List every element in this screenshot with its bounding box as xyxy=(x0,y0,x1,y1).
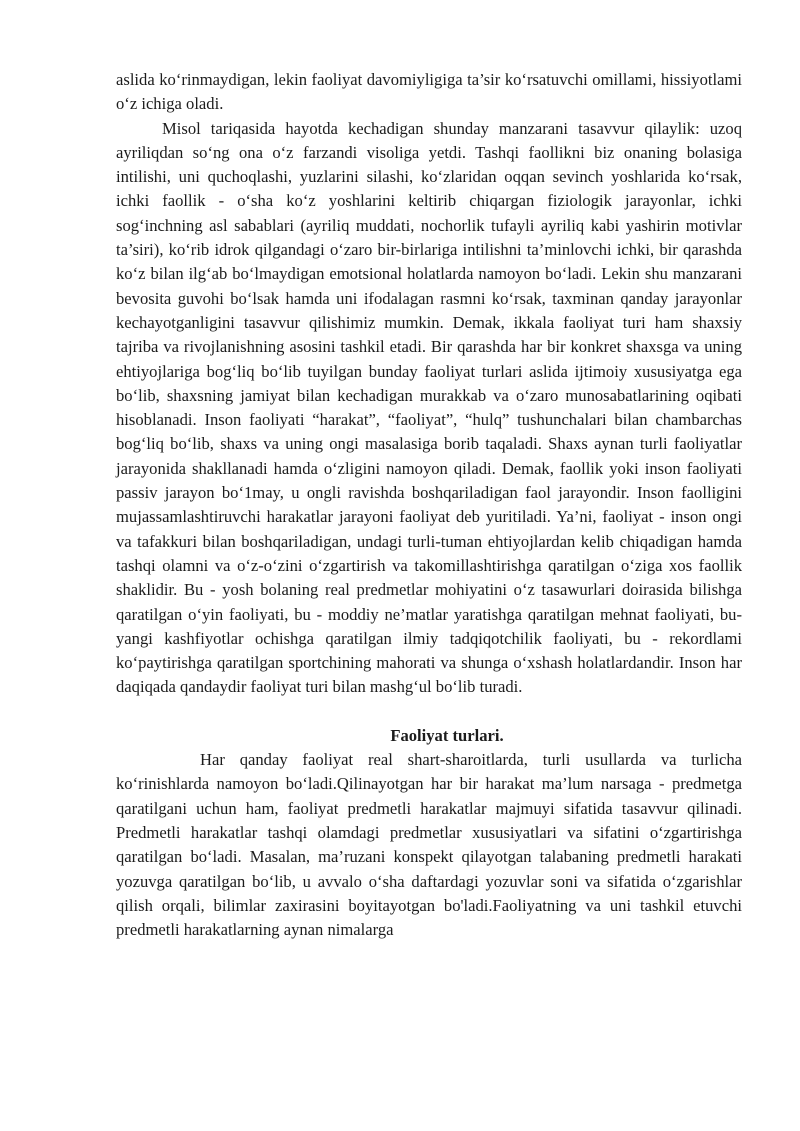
paragraph-gap xyxy=(116,700,742,724)
paragraph-continuation: aslida ko‘rinmaydigan, lekin faoliyat davomiyligiga ta’sir ko‘rsatuvchi omillami, hissiyotlami o‘z ichiga oladi. xyxy=(116,70,742,114)
paragraph-example: Misol tariqasida hayotda kechadigan shunday manzarani tasavvur qilaylik: uzoq ayriliqdan so‘ng ona o‘z farzandi visoliga yetdi. Tashqi faollikni biz onaning bolasiga intilishi, uni quchoqlashi, yuzlarini silashi, ko‘zlaridan oqqan sevinch yoshlarida ko‘rsak, ichki faollik - o‘sha ko‘z yoshlarini keltirib chiqargan fiziologik jarayonlar, ichki sog‘inchning asl sabablari (ayriliq muddati, nochorlik tufayli ayriliq kabi yashirin motivlar ta’siri), ko‘rib idrok qilgandagi o‘zaro bir-birlariga intilishni ta’minlovchi ichki, bir qarashda ko‘z bilan ilg‘ab bo‘lmaydigan emotsional holatlarda namoyon bo‘ladi. Lekin shu manzarani bevosita guvohi bo‘lsak hamda uni ifodalagan rasmni ko‘rsak, taxminan qanday jarayonlar kechayotganligini tasavvur qilishimiz mumkin. Demak, ikkala faoliyat turi ham shaxsiy tajriba va rivojlanishning asosini tashkil etadi. Bir qarashda har bir konkret shaxsga va uning ehtiyojlariga bog‘liq bo‘lib tuyilgan bunday faoliyat turlari aslida ijtimoiy xususiyatga ega bo‘lib, shaxsning jamiyat bilan kechadigan murakkab va o‘zaro munosabatlarining oqibati hisoblanadi. Inson faoliyati “harakat”, “faoliyat”, “hulq” tushunchalari bilan chambarchas bog‘liq bo‘lib, shaxs va uning ongi masalasiga borib taqaladi. Shaxs aynan turli faoliyatlar jarayonida shakllanadi hamda o‘zligini namoyon qiladi. Demak, faollik yoki inson faoliyati passiv jarayon bo‘1may, u ongli ravishda boshqariladigan faol jarayondir. Inson faolligini mujassamlashtiruvchi harakatlar jarayoni faoliyat deb yuritiladi. Ya’ni, faoliyat - inson ongi va tafakkuri bilan boshqariladigan, undagi turli-tuman ehtiyojlardan kelib chiqadigan hamda tashqi olamni va o‘z-o‘zini o‘zgartirish va takomillashtirishga qaratilgan o‘ziga xos faollik shaklidir. Bu - yosh bolaning real predmetlar mohiyatini o‘z tasawurlari doirasida bilishga qaratilgan o‘yin faoliyati, bu - moddiy ne’matlar yaratishga qaratilgan mehnat faoliyati, bu-yangi kashfiyotlar ochishga qaratilgan ilmiy tadqiqotchilik faoliyati, bu - rekordlami ko‘paytirishga qaratilgan sportchining mahorati va shunga o‘xshash holatlardandir. Inson har daqiqada qandaydir faoliyat turi bilan mashg‘ul bo‘lib turadi. xyxy=(116,118,742,697)
document-page xyxy=(116,68,742,942)
section-heading: Faoliyat turlari. xyxy=(390,725,504,745)
section-paragraph: Har qanday faoliyat real shart-sharoitlarda, turli usullarda va turlicha ko‘rinishlarda namoyon bo‘ladi.Qilinayotgan har bir harakat ma’lum narsaga - predmetga qaratilgani uchun ham, faoliyat predmetli harakatlar majmuyi sifatida tasavvur qilinadi. Predmetli harakatlar tashqi olamdagi predmetlar xususiyatlari va sifatini o‘zgartirishga qaratilgan bo‘ladi. Masalan, ma’ruzani konspekt qilayotgan talabaning predmetli harakati yozuvga qaratilgan bo‘lib, u avvalo o‘sha daftardagi yozuvlar soni va sifatida o‘zgarishlar qilish orqali, bilimlar zaxirasini boyitayotgan bo'ladi.Faoliyatning va uni tashkil etuvchi predmetli harakatlarning aynan nimalarga xyxy=(116,750,742,940)
